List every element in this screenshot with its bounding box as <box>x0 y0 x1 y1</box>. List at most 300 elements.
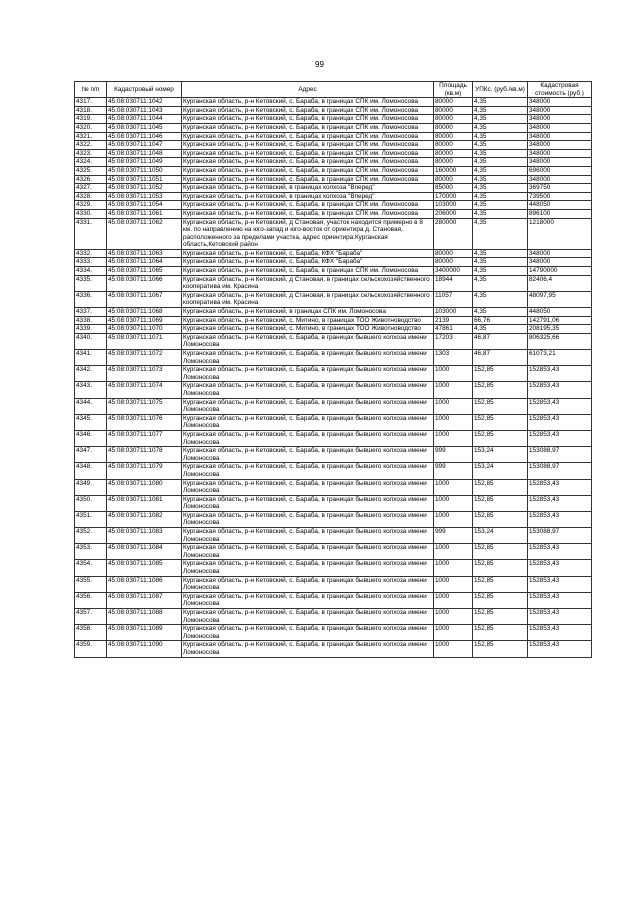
cadastral-value: 152853,43 <box>528 430 592 446</box>
address: Курганская область, р-н Кетовский, в границах СПК им. Ломоносова <box>182 308 434 317</box>
area: 47861 <box>434 325 473 334</box>
area: 80000 <box>434 98 473 107</box>
row-index: 4346. <box>75 430 107 446</box>
row-index: 4321. <box>75 132 107 141</box>
address: Курганская область, р-н Кетовский, с. Бараба, в границах бывшего колхоза имени Ломоносова <box>182 641 434 657</box>
table-row <box>75 609 592 625</box>
cadastral-value: 152853,43 <box>528 479 592 495</box>
address: Курганская область, р-н Кетовский, с. Бараба, в границах бывшего колхоза имени Ломоносова <box>182 511 434 527</box>
upks: 152,85 <box>473 414 528 430</box>
address: Курганская область, р-н Кетовский, с. Бараба, в границах бывшего колхоза имени Ломоносова <box>182 430 434 446</box>
row-index: 4325. <box>75 166 107 175</box>
cadastral-number: 45:08:030711:1067 <box>107 291 182 307</box>
cadastral-number: 45:08:030711:1052 <box>107 184 182 193</box>
cadastral-number: 45:08:030711:1047 <box>107 141 182 150</box>
address: Курганская область, р-н Кетовский, с. Бараба, в границах СПК им. Ломоносова <box>182 98 434 107</box>
area: 18944 <box>434 275 473 291</box>
area: 103000 <box>434 308 473 317</box>
area: 1000 <box>434 641 473 657</box>
area: 1000 <box>434 544 473 560</box>
cadastral-value: 152853,43 <box>528 382 592 398</box>
address: Курганская область, р-н Кетовский, с. Бараба, в границах СПК им. Ломоносова <box>182 201 434 210</box>
cadastral-value: 806325,66 <box>528 333 592 349</box>
cadastral-number: 45:08:030711:1064 <box>107 258 182 267</box>
address: Курганская область, р-н Кетовский, с. Бараба, в границах СПК им. Ломоносова <box>182 158 434 167</box>
address: Курганская область, р-н Кетовский, с. Бараба, в границах бывшего колхоза имени Ломоносова <box>182 544 434 560</box>
address: Курганская область, р-н Кетовский, с. Бараба, в границах СПК им. Ломоносова <box>182 132 434 141</box>
cadastral-value: 348000 <box>528 106 592 115</box>
cadastral-number: 45:08:030711:1084 <box>107 544 182 560</box>
address: Курганская область, р-н Кетовский, д Становая, в границах сельскохозяйственного кооператива им. Красина <box>182 291 434 307</box>
area: 3400000 <box>434 267 473 276</box>
upks: 4,35 <box>473 98 528 107</box>
area: 80000 <box>434 149 473 158</box>
cadastral-number: 45:08:030711:1079 <box>107 463 182 479</box>
cadastral-number: 45:08:030711:1053 <box>107 192 182 201</box>
area: 1303 <box>434 350 473 366</box>
header-cadastral-number: Кадастровый номер <box>107 82 182 98</box>
table-row <box>75 149 592 158</box>
table-row <box>75 192 592 201</box>
cadastral-value: 208195,35 <box>528 325 592 334</box>
address: Курганская область, р-н Кетовский, с. Бараба, в границах бывшего колхоза имени Ломоносова <box>182 609 434 625</box>
row-index: 4350. <box>75 495 107 511</box>
address: Курганская область, р-н Кетовский, с. Бараба, КФХ "Бараба" <box>182 258 434 267</box>
table-row <box>75 495 592 511</box>
address: Курганская область, р-н Кетовский, с. Бараба, в границах бывшего колхоза имени Ломоносова <box>182 495 434 511</box>
address: Курганская область, р-н Кетовский, с. Митино, в границах ТОО Животноводство <box>182 316 434 325</box>
area: 1000 <box>434 495 473 511</box>
table-row <box>75 333 592 349</box>
upks: 4,35 <box>473 175 528 184</box>
area: 17203 <box>434 333 473 349</box>
table-row <box>75 463 592 479</box>
address: Курганская область, р-н Кетовский, с. Бараба, в границах бывшего колхоза имени Ломоносова <box>182 479 434 495</box>
cadastral-value: 696000 <box>528 166 592 175</box>
upks: 4,35 <box>473 249 528 258</box>
table-row <box>75 123 592 132</box>
table-row <box>75 398 592 414</box>
cadastral-value: 739500 <box>528 192 592 201</box>
cadastral-number: 45:08:030711:1088 <box>107 609 182 625</box>
upks: 4,35 <box>473 141 528 150</box>
cadastral-number: 45:08:030711:1066 <box>107 275 182 291</box>
area: 170000 <box>434 192 473 201</box>
row-index: 4335. <box>75 275 107 291</box>
cadastral-number: 45:08:030711:1085 <box>107 560 182 576</box>
table-row <box>75 430 592 446</box>
cadastral-number: 45:08:030711:1045 <box>107 123 182 132</box>
cadastral-number: 45:08:030711:1082 <box>107 511 182 527</box>
upks: 4,35 <box>473 166 528 175</box>
row-index: 4339. <box>75 325 107 334</box>
cadastral-number: 45:08:030711:1090 <box>107 641 182 657</box>
upks: 4,35 <box>473 325 528 334</box>
cadastral-value: 348000 <box>528 158 592 167</box>
address: Курганская область, р-н Кетовский, с. Бараба, в границах бывшего колхоза имени Ломоносова <box>182 528 434 544</box>
table-row <box>75 511 592 527</box>
address: Курганская область, р-н Кетовский, с. Бараба, в границах бывшего колхоза имени Ломоносова <box>182 382 434 398</box>
address: Курганская область, р-н Кетовский, с. Бараба, в границах СПК им. Ломоносова <box>182 106 434 115</box>
row-index: 4355. <box>75 576 107 592</box>
table-row <box>75 98 592 107</box>
address: Курганская область, р-н Кетовский, в границах колхоза "Вперед" <box>182 184 434 193</box>
cadastral-value: 153088,97 <box>528 528 592 544</box>
area: 1000 <box>434 479 473 495</box>
table-row <box>75 175 592 184</box>
table-row <box>75 479 592 495</box>
area: 1000 <box>434 430 473 446</box>
row-index: 4329. <box>75 201 107 210</box>
cadastral-number: 45:08:030711:1068 <box>107 308 182 317</box>
address: Курганская область, р-н Кетовский, с. Митино, в границах ТОО Животноводство <box>182 325 434 334</box>
upks: 66,76 <box>473 316 528 325</box>
header-index: № п/п <box>75 82 107 98</box>
table-row <box>75 641 592 657</box>
row-index: 4349. <box>75 479 107 495</box>
cadastral-number: 45:08:030711:1061 <box>107 209 182 218</box>
cadastral-value: 448050 <box>528 308 592 317</box>
area: 11057 <box>434 291 473 307</box>
table-row <box>75 308 592 317</box>
upks: 152,85 <box>473 609 528 625</box>
cadastral-value: 152853,43 <box>528 366 592 382</box>
cadastral-number: 45:08:030711:1070 <box>107 325 182 334</box>
cadastral-value: 61073,21 <box>528 350 592 366</box>
cadastral-number: 45:08:030711:1049 <box>107 158 182 167</box>
cadastral-value: 348000 <box>528 115 592 124</box>
cadastral-value: 348000 <box>528 132 592 141</box>
row-index: 4344. <box>75 398 107 414</box>
cadastral-value: 152853,43 <box>528 625 592 641</box>
address: Курганская область, р-н Кетовский, с. Бараба, в границах СПК им. Ломоносова <box>182 115 434 124</box>
address: Курганская область, р-н Кетовский, д Становая, в границах сельскохозяйственного кооператива им. Красина <box>182 275 434 291</box>
area: 80000 <box>434 249 473 258</box>
upks: 152,85 <box>473 479 528 495</box>
table-row <box>75 592 592 608</box>
cadastral-value: 348000 <box>528 175 592 184</box>
row-index: 4356. <box>75 592 107 608</box>
row-index: 4343. <box>75 382 107 398</box>
area: 80000 <box>434 141 473 150</box>
cadastral-number: 45:08:030711:1065 <box>107 267 182 276</box>
table-row <box>75 267 592 276</box>
cadastral-number: 45:08:030711:1042 <box>107 98 182 107</box>
row-index: 4319. <box>75 115 107 124</box>
row-index: 4317. <box>75 98 107 107</box>
upks: 4,35 <box>473 192 528 201</box>
row-index: 4322. <box>75 141 107 150</box>
cadastral-number: 45:08:030711:1051 <box>107 175 182 184</box>
upks: 4,35 <box>473 149 528 158</box>
cadastral-value: 152853,43 <box>528 495 592 511</box>
address: Курганская область, р-н Кетовский, с. Бараба, в границах бывшего колхоза имени Ломоносова <box>182 366 434 382</box>
cadastral-number: 45:08:030711:1080 <box>107 479 182 495</box>
cadastral-value: 153088,97 <box>528 447 592 463</box>
address: Курганская область, р-н Кетовский, с. Бараба, в границах СПК им. Ломоносова <box>182 267 434 276</box>
area: 1000 <box>434 511 473 527</box>
area: 1000 <box>434 366 473 382</box>
upks: 4,35 <box>473 291 528 307</box>
upks: 153,24 <box>473 447 528 463</box>
cadastral-value: 348000 <box>528 249 592 258</box>
row-index: 4345. <box>75 414 107 430</box>
table-row <box>75 447 592 463</box>
cadastral-number: 45:08:030711:1086 <box>107 576 182 592</box>
area: 1000 <box>434 576 473 592</box>
upks: 4,35 <box>473 267 528 276</box>
upks: 4,35 <box>473 201 528 210</box>
cadastral-number: 45:08:030711:1073 <box>107 366 182 382</box>
row-index: 4354. <box>75 560 107 576</box>
row-index: 4341. <box>75 350 107 366</box>
cadastral-number: 45:08:030711:1076 <box>107 414 182 430</box>
row-index: 4326. <box>75 175 107 184</box>
row-index: 4357. <box>75 609 107 625</box>
area: 1000 <box>434 414 473 430</box>
header-address: Адрес <box>182 82 434 98</box>
cadastral-value: 448050 <box>528 201 592 210</box>
area: 80000 <box>434 123 473 132</box>
cadastral-number: 45:08:030711:1062 <box>107 218 182 249</box>
row-index: 4347. <box>75 447 107 463</box>
address: Курганская область, р-н Кетовский, с. Бараба, в границах бывшего колхоза имени Ломоносова <box>182 560 434 576</box>
row-index: 4334. <box>75 267 107 276</box>
area: 1000 <box>434 398 473 414</box>
cadastral-table <box>74 81 592 658</box>
area: 160000 <box>434 166 473 175</box>
upks: 4,35 <box>473 115 528 124</box>
area: 1000 <box>434 625 473 641</box>
cadastral-number: 45:08:030711:1075 <box>107 398 182 414</box>
cadastral-value: 152853,43 <box>528 609 592 625</box>
table-row <box>75 258 592 267</box>
table-row <box>75 275 592 291</box>
cadastral-value: 348000 <box>528 123 592 132</box>
cadastral-number: 45:08:030711:1078 <box>107 447 182 463</box>
area: 1000 <box>434 560 473 576</box>
cadastral-value: 1218000 <box>528 218 592 249</box>
area: 999 <box>434 447 473 463</box>
row-index: 4324. <box>75 158 107 167</box>
area: 280000 <box>434 218 473 249</box>
upks: 46,87 <box>473 350 528 366</box>
table-row <box>75 366 592 382</box>
row-index: 4342. <box>75 366 107 382</box>
row-index: 4352. <box>75 528 107 544</box>
page-number: 99 <box>315 60 324 69</box>
address: Курганская область, р-н Кетовский, с. Бараба, в границах бывшего колхоза имени Ломоносова <box>182 592 434 608</box>
area: 80000 <box>434 258 473 267</box>
upks: 4,35 <box>473 209 528 218</box>
upks: 4,35 <box>473 258 528 267</box>
table-row <box>75 316 592 325</box>
upks: 4,35 <box>473 218 528 249</box>
cadastral-value: 152853,43 <box>528 544 592 560</box>
address: Курганская область, р-н Кетовский, д Становая, участок находится примерно в 8 км. по направлению на юго-запад и юго-восток от ориентира д. Становая, расположенного за пределами участка, адрес ориентира:Курганская область,Кетовский район <box>182 218 434 249</box>
cadastral-value: 152853,43 <box>528 592 592 608</box>
row-index: 4353. <box>75 544 107 560</box>
table-row <box>75 382 592 398</box>
table-row <box>75 350 592 366</box>
cadastral-number: 45:08:030711:1063 <box>107 249 182 258</box>
upks: 4,35 <box>473 158 528 167</box>
table-row <box>75 544 592 560</box>
cadastral-number: 45:08:030711:1071 <box>107 333 182 349</box>
area: 999 <box>434 528 473 544</box>
cadastral-number: 45:08:030711:1046 <box>107 132 182 141</box>
upks: 152,85 <box>473 495 528 511</box>
area: 80000 <box>434 158 473 167</box>
address: Курганская область, р-н Кетовский, с. Бараба, в границах бывшего колхоза имени Ломоносова <box>182 398 434 414</box>
row-index: 4323. <box>75 149 107 158</box>
area: 80000 <box>434 106 473 115</box>
upks: 152,85 <box>473 560 528 576</box>
row-index: 4320. <box>75 123 107 132</box>
cadastral-number: 45:08:030711:1043 <box>107 106 182 115</box>
table-row <box>75 291 592 307</box>
table-row <box>75 115 592 124</box>
address: Курганская область, р-н Кетовский, с. Бараба, в границах СПК им. Ломоносова <box>182 123 434 132</box>
address: Курганская область, р-н Кетовский, с. Бараба, в границах СПК им. Ломоносова <box>182 149 434 158</box>
table-body <box>75 98 592 657</box>
cadastral-value: 152853,43 <box>528 398 592 414</box>
area: 1000 <box>434 382 473 398</box>
upks: 152,85 <box>473 641 528 657</box>
upks: 152,85 <box>473 544 528 560</box>
address: Курганская область, р-н Кетовский, с. Бараба, в границах СПК им. Ломоносова <box>182 175 434 184</box>
address: Курганская область, р-н Кетовский, с. Бараба, в границах СПК им. Ломоносова <box>182 141 434 150</box>
address: Курганская область, р-н Кетовский, с. Бараба, в границах бывшего колхоза имени Ломоносова <box>182 625 434 641</box>
table-row <box>75 158 592 167</box>
upks: 4,35 <box>473 132 528 141</box>
cadastral-value: 348000 <box>528 98 592 107</box>
upks: 4,35 <box>473 308 528 317</box>
header-area: Площадь (кв.м) <box>434 82 473 98</box>
cadastral-value: 153088,97 <box>528 463 592 479</box>
address: Курганская область, р-н Кетовский, с. Бараба, в границах бывшего колхоза имени Ломоносова <box>182 414 434 430</box>
row-index: 4328. <box>75 192 107 201</box>
upks: 152,85 <box>473 382 528 398</box>
table-row <box>75 528 592 544</box>
address: Курганская область, р-н Кетовский, с. Бараба, КФХ "Бараба" <box>182 249 434 258</box>
upks: 4,35 <box>473 275 528 291</box>
cadastral-number: 45:08:030711:1044 <box>107 115 182 124</box>
row-index: 4327. <box>75 184 107 193</box>
cadastral-value: 152853,43 <box>528 641 592 657</box>
header-upks: УПКс. (руб./кв.м) <box>473 82 528 98</box>
upks: 152,85 <box>473 576 528 592</box>
table-row <box>75 414 592 430</box>
area: 999 <box>434 463 473 479</box>
table-row <box>75 218 592 249</box>
cadastral-value: 152853,43 <box>528 511 592 527</box>
cadastral-number: 45:08:030711:1087 <box>107 592 182 608</box>
row-index: 4337. <box>75 308 107 317</box>
cadastral-value: 152853,43 <box>528 560 592 576</box>
address: Курганская область, р-н Кетовский, с. Бараба, в границах бывшего колхоза имени Ломоносова <box>182 350 434 366</box>
table-row <box>75 209 592 218</box>
row-index: 4318. <box>75 106 107 115</box>
table-row <box>75 560 592 576</box>
upks: 152,85 <box>473 592 528 608</box>
area: 80000 <box>434 132 473 141</box>
table-row <box>75 625 592 641</box>
address: Курганская область, р-н Кетовский, в границах колхоза "Вперед" <box>182 192 434 201</box>
address: Курганская область, р-н Кетовский, с. Бараба, в границах бывшего колхоза имени Ломоносова <box>182 447 434 463</box>
area: 85000 <box>434 184 473 193</box>
address: Курганская область, р-н Кетовский, с. Бараба, в границах бывшего колхоза имени Ломоносова <box>182 576 434 592</box>
cadastral-value: 348000 <box>528 258 592 267</box>
cadastral-number: 45:08:030711:1050 <box>107 166 182 175</box>
area: 103000 <box>434 201 473 210</box>
cadastral-value: 152853,43 <box>528 414 592 430</box>
row-index: 4359. <box>75 641 107 657</box>
cadastral-number: 45:08:030711:1054 <box>107 201 182 210</box>
cadastral-value: 896100 <box>528 209 592 218</box>
cadastral-number: 45:08:030711:1081 <box>107 495 182 511</box>
area: 80000 <box>434 175 473 184</box>
upks: 152,85 <box>473 366 528 382</box>
row-index: 4330. <box>75 209 107 218</box>
cadastral-number: 45:08:030711:1072 <box>107 350 182 366</box>
row-index: 4332. <box>75 249 107 258</box>
cadastral-number: 45:08:030711:1048 <box>107 149 182 158</box>
row-index: 4351. <box>75 511 107 527</box>
table-row <box>75 141 592 150</box>
address: Курганская область, р-н Кетовский, с. Бараба, в границах СПК им. Ломоносова <box>182 209 434 218</box>
table-row <box>75 201 592 210</box>
address: Курганская область, р-н Кетовский, с. Бараба, в границах бывшего колхоза имени Ломоносова <box>182 333 434 349</box>
upks: 4,35 <box>473 184 528 193</box>
area: 206000 <box>434 209 473 218</box>
cadastral-value: 348000 <box>528 141 592 150</box>
area: 80000 <box>434 115 473 124</box>
table-row <box>75 106 592 115</box>
address: Курганская область, р-н Кетовский, с. Бараба, в границах бывшего колхоза имени Ломоносова <box>182 463 434 479</box>
cadastral-value: 369750 <box>528 184 592 193</box>
upks: 153,24 <box>473 463 528 479</box>
cadastral-value: 152853,43 <box>528 576 592 592</box>
upks: 46,87 <box>473 333 528 349</box>
table-row <box>75 576 592 592</box>
table-row <box>75 249 592 258</box>
header-cadastral-value: Кадастровая стоимость (руб.) <box>528 82 592 98</box>
upks: 152,85 <box>473 398 528 414</box>
row-index: 4348. <box>75 463 107 479</box>
table-row <box>75 325 592 334</box>
upks: 153,24 <box>473 528 528 544</box>
table-row <box>75 132 592 141</box>
cadastral-number: 45:08:030711:1083 <box>107 528 182 544</box>
cadastral-number: 45:08:030711:1089 <box>107 625 182 641</box>
row-index: 4333. <box>75 258 107 267</box>
table-row <box>75 184 592 193</box>
upks: 152,85 <box>473 625 528 641</box>
cadastral-value: 348000 <box>528 149 592 158</box>
upks: 4,35 <box>473 123 528 132</box>
row-index: 4340. <box>75 333 107 349</box>
cadastral-value: 142791,06 <box>528 316 592 325</box>
address: Курганская область, р-н Кетовский, с. Бараба, в границах СПК им. Ломоносова <box>182 166 434 175</box>
row-index: 4336. <box>75 291 107 307</box>
row-index: 4358. <box>75 625 107 641</box>
cadastral-value: 48097,95 <box>528 291 592 307</box>
cadastral-number: 45:08:030711:1069 <box>107 316 182 325</box>
area: 1000 <box>434 609 473 625</box>
upks: 4,35 <box>473 106 528 115</box>
table-row <box>75 166 592 175</box>
